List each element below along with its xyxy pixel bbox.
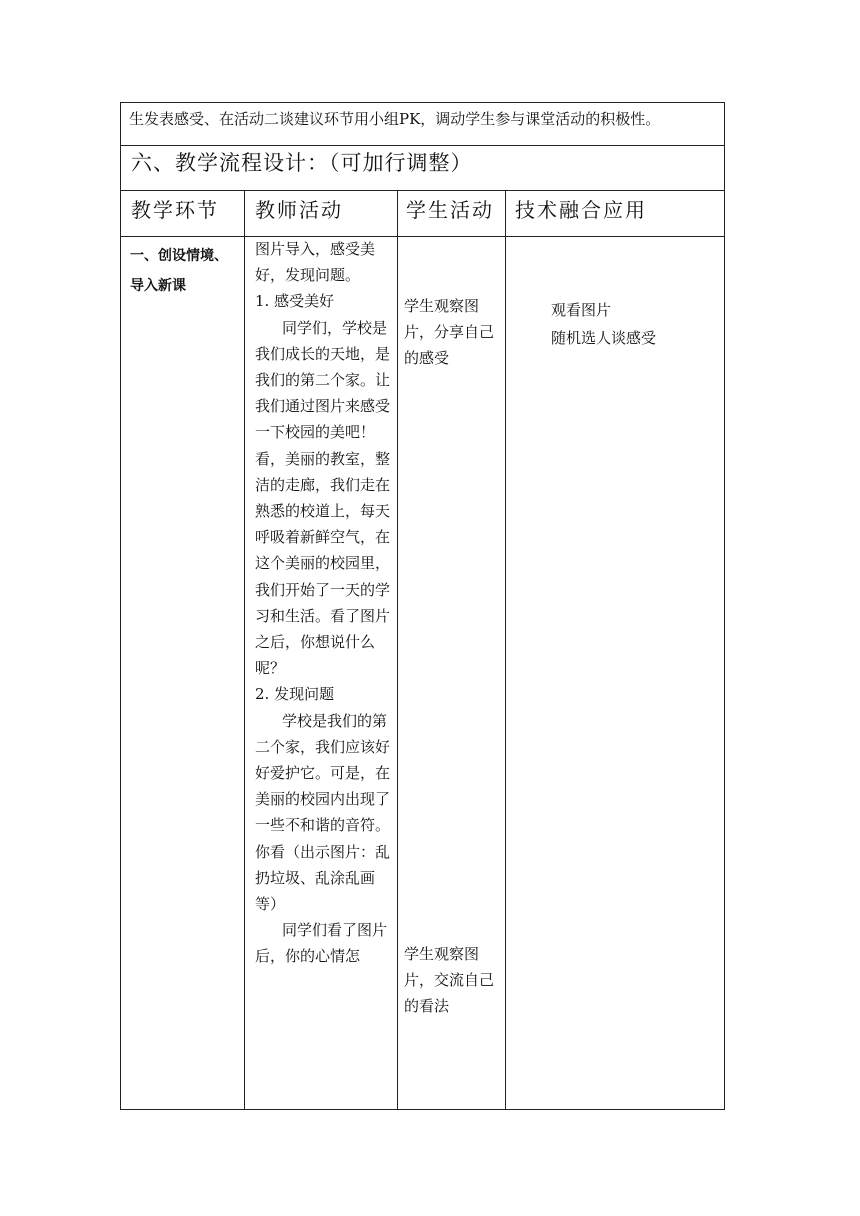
teacher-paragraph: 学校是我们的第二个家，我们应该好好爱护它。可是，在美丽的校园内出现了一些不和谐的音符。你看（出示图片：乱扔垃圾、乱涂乱画等） [255, 711, 391, 914]
teacher-paragraph: 2. 发现问题 [255, 685, 335, 704]
header-teacher: 教师活动 [255, 198, 343, 222]
section-title: 六、教学流程设计：（可加行调整） [131, 151, 473, 175]
teacher-paragraph: 1. 感受美好 [255, 292, 335, 311]
teacher-activity-cell [255, 236, 395, 970]
stage-line: 导入新课 [130, 278, 186, 294]
lesson-plan-table [120, 102, 725, 1110]
student-activity-1: 学生观察图片，分享自己的感受 [404, 297, 495, 367]
stage-cell [130, 241, 228, 301]
tech-item: 观看图片 [551, 301, 612, 319]
tech-item: 随机选人谈感受 [551, 329, 657, 347]
row-divider [121, 236, 724, 237]
column-divider [244, 190, 245, 1110]
header-student: 学生活动 [406, 198, 494, 222]
teacher-paragraph: 同学们，学校是我们成长的天地，是我们的第二个家。让我们通过图片来感受一下校园的美吧！看，美丽的教室，整洁的走廊，我们走在熟悉的校道上，每天呼吸着新鲜空气，在这个美丽的校园里，我们开始了一天的学习和生活。看了图片之后，你想说什么呢？ [255, 318, 391, 678]
column-divider [397, 190, 398, 1110]
tech-cell [551, 296, 656, 352]
column-divider [505, 190, 506, 1110]
teacher-paragraph: 图片导入，感受美好，发现问题。 [255, 240, 376, 285]
header-tech: 技术融合应用 [515, 198, 647, 222]
teacher-paragraph: 同学们看了图片后，你的心情怎 [255, 921, 388, 966]
intro-line: 生发表感受、在活动二谈建议环节用小组PK，调动学生参与课堂活动的积极性。 [129, 110, 661, 128]
student-activity-2: 学生观察图片，交流自己的看法 [404, 945, 495, 1015]
row-divider [121, 145, 724, 146]
header-stage: 教学环节 [131, 198, 219, 222]
row-divider [121, 190, 724, 191]
stage-line: 一、创设情境、 [130, 248, 228, 264]
